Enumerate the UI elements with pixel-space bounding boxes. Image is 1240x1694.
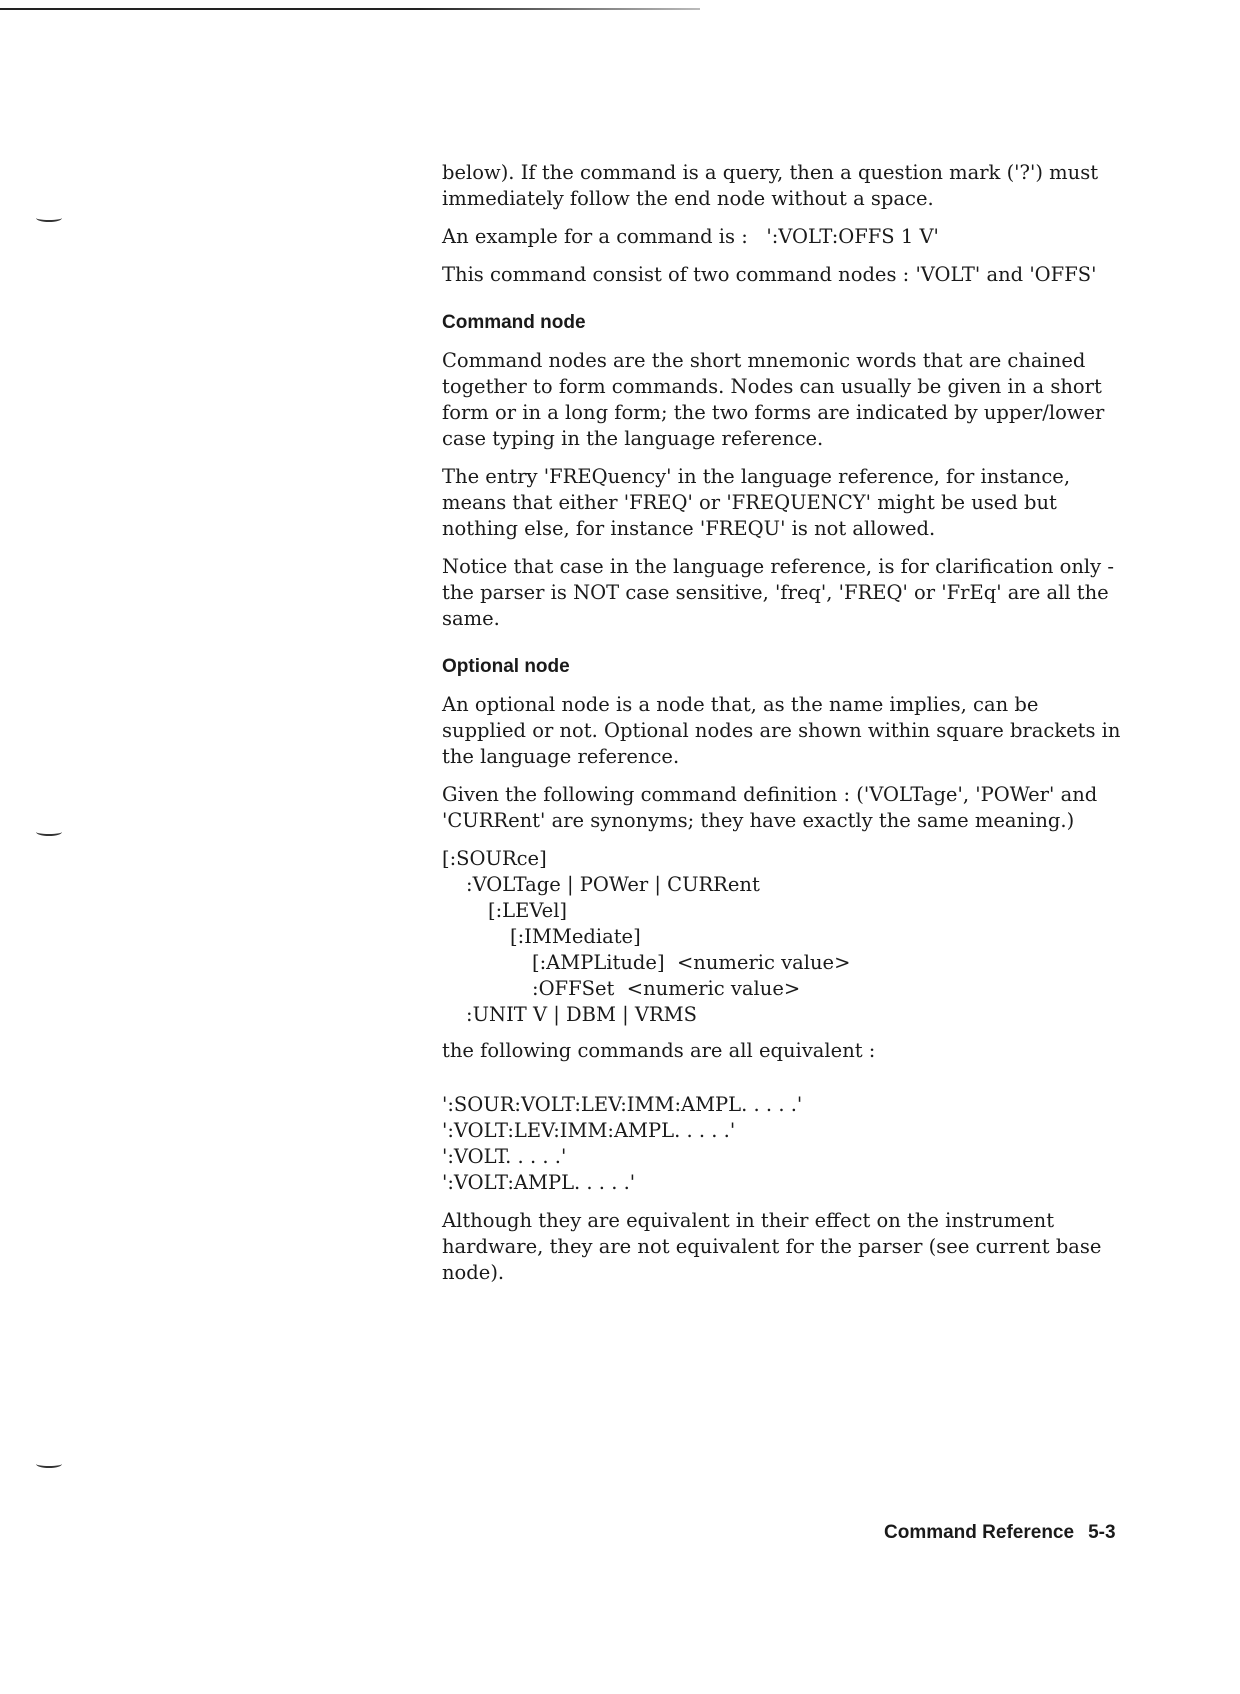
syntax-line: :OFFSet <numeric value> bbox=[532, 977, 801, 1000]
page-footer bbox=[884, 1522, 1116, 1544]
example-line: ':VOLT. . . . .' bbox=[442, 1145, 567, 1168]
paragraph-command-node-1: Command nodes are the short mnemonic words that are chained together to form commands. Nodes can usually be given in a short form or in a long form; the two forms are indicated by upper/lower case typing in the language reference. bbox=[442, 349, 1105, 450]
paragraph-intro-query: below). If the command is a query, then a question mark ('?') must immediately follow the end node without a space. bbox=[442, 161, 1099, 210]
syntax-block bbox=[442, 846, 1122, 1028]
paragraph-command-node-2: The entry 'FREQuency' in the language reference, for instance, means that either 'FREQ' or 'FREQUENCY' might be used but nothing else, for instance 'FREQU' is not allowed. bbox=[442, 465, 1071, 540]
syntax-line: [:SOURce] bbox=[442, 847, 547, 870]
paragraph-optional-node-2: Given the following command definition : ('VOLTage', 'POWer' and 'CURRent' are synonyms; they have exactly the same meaning.) bbox=[442, 783, 1098, 832]
paragraph-optional-node-1: An optional node is a node that, as the name implies, can be supplied or not. Optional nodes are shown within square brackets in the language reference. bbox=[442, 693, 1121, 768]
syntax-line: :UNIT V | DBM | VRMS bbox=[466, 1003, 698, 1026]
example-line: ':VOLT:AMPL. . . . .' bbox=[442, 1171, 636, 1194]
syntax-line: :VOLTage | POWer | CURRent bbox=[466, 873, 760, 896]
footer-page-number: 5-3 bbox=[1088, 1522, 1116, 1543]
margin-mark bbox=[36, 1460, 62, 1468]
example-line: ':SOUR:VOLT:LEV:IMM:AMPL. . . . .' bbox=[442, 1093, 803, 1116]
paragraph-intro-example: An example for a command is : ':VOLT:OFFS 1 V' bbox=[442, 225, 939, 248]
footer-section-title: Command Reference bbox=[884, 1522, 1075, 1543]
page-content bbox=[442, 160, 1122, 1298]
margin-mark bbox=[36, 214, 62, 222]
paragraph-intro-nodes: This command consist of two command nodes : 'VOLT' and 'OFFS' bbox=[442, 263, 1097, 286]
paragraph-optional-node-4: Although they are equivalent in their effect on the instrument hardware, they are not equivalent for the parser (see current base node). bbox=[442, 1209, 1102, 1284]
syntax-line: [:AMPLitude] <numeric value> bbox=[532, 951, 851, 974]
margin-mark bbox=[36, 828, 62, 836]
heading-optional-node: Optional node bbox=[442, 656, 570, 677]
example-line: ':VOLT:LEV:IMM:AMPL. . . . .' bbox=[442, 1119, 736, 1142]
heading-command-node: Command node bbox=[442, 312, 586, 333]
paragraph-optional-node-3: the following commands are all equivalent : bbox=[442, 1039, 876, 1062]
examples-block bbox=[442, 1092, 1122, 1196]
top-rule bbox=[0, 8, 700, 10]
syntax-line: [:IMMediate] bbox=[510, 925, 641, 948]
paragraph-command-node-3: Notice that case in the language reference, is for clarification only - the parser is NOT case sensitive, 'freq', 'FREQ' or 'FrEq' are all the same. bbox=[442, 555, 1114, 630]
syntax-line: [:LEVel] bbox=[488, 899, 568, 922]
